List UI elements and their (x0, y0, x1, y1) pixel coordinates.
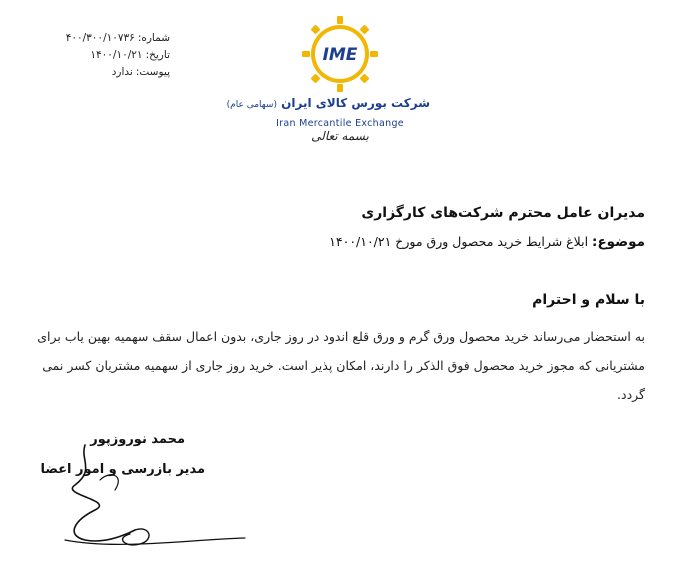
letter-attachment-row (30, 64, 170, 81)
basmala: بسمه تعالی (311, 129, 369, 143)
handwritten-signature-icon (55, 440, 255, 560)
company-name-fa-main: شرکت بورس کالای ایران (281, 96, 430, 110)
company-name-fa-suffix: (سهامی عام) (226, 100, 277, 110)
signatory-title: مدیر بازرسی و امور اعضا (40, 462, 205, 477)
body-paragraph: به استحضار می‌رساند خرید محصول ورق گرم و ورق قلع اندود در روز جاری، بدون اعمال سقف سهمیه بهین یاب برای مشتریانی که مجوز خرید محصول فوق الذکر را دارند، امکان پذیر است. خرید روز جاری از سهمیه مشتریان کسر نمی گردد. (37, 329, 645, 402)
number-label: شماره: (137, 32, 170, 44)
date-label: تاریخ: (145, 49, 170, 61)
letter-date-row (30, 47, 170, 64)
number-value: ۴۰۰/۳۰۰/۱۰۷۳۶ (65, 32, 135, 44)
recipient-line: مدیران عامل محترم شرکت‌های کارگزاری (361, 205, 645, 221)
letter-meta (30, 30, 170, 81)
greeting: با سلام و احترام (532, 292, 645, 308)
letter-number-row (30, 30, 170, 47)
logo-mark-text: IME (322, 45, 358, 65)
subject-text: ابلاغ شرایط خرید محصول ورق مورخ ۱۴۰۰/۱۰/۲۱ (329, 234, 589, 249)
company-name-en: Iran Mercantile Exchange (276, 118, 404, 129)
subject-label: موضوع: (592, 234, 645, 250)
company-name-fa (226, 96, 430, 110)
signatory-name: محمد نوروزپور (90, 432, 185, 447)
attachment-label: پیوست: (135, 66, 170, 78)
date-value: ۱۴۰۰/۱۰/۲۱ (90, 49, 143, 61)
ime-logo-icon (300, 14, 380, 94)
subject-line (329, 234, 645, 250)
attachment-value: ندارد (111, 66, 133, 78)
